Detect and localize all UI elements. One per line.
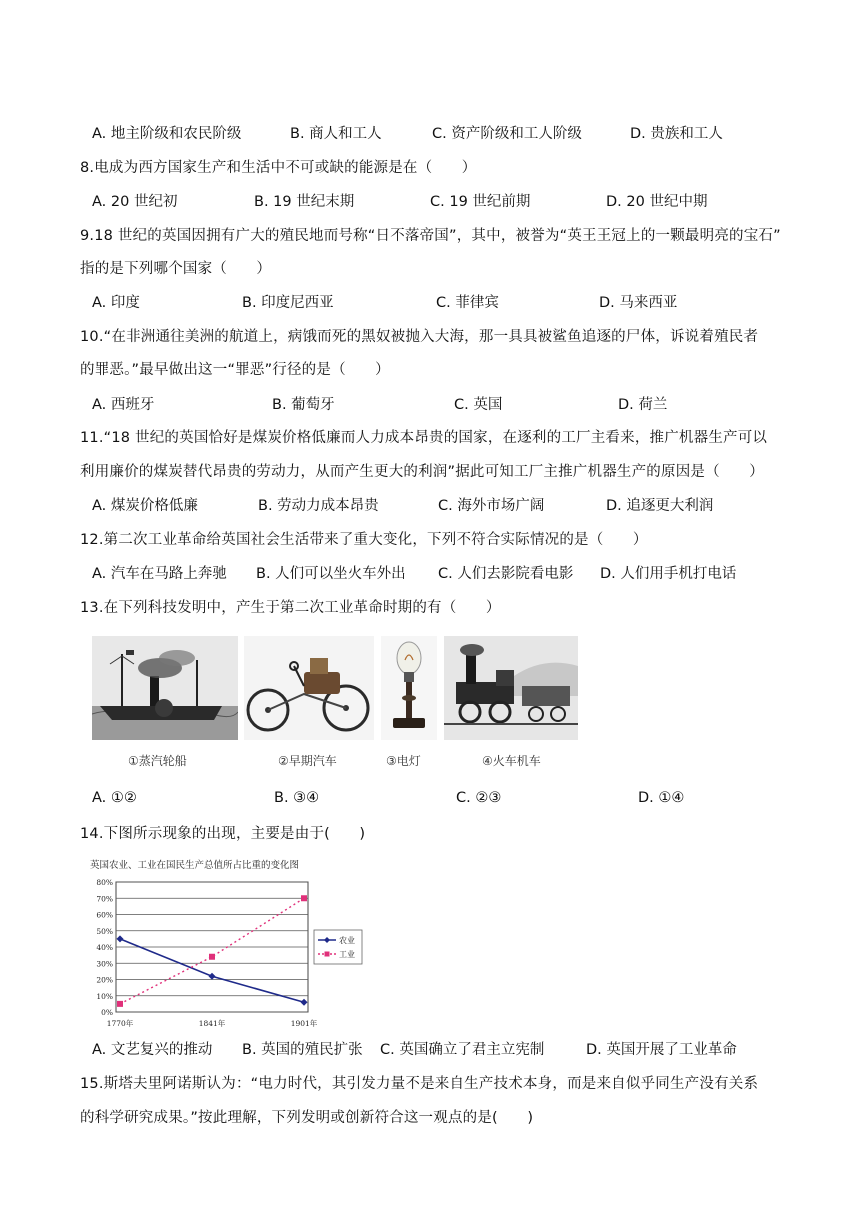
q10-option-d[interactable]: D. 荷兰 — [618, 397, 668, 413]
q15-stem-line1: 15.斯塔夫里阿诺斯认为：“电力时代，其引发力量不是来自生产技术本身，而是来自似乎同生产没有关系 — [80, 1076, 759, 1092]
q14-option-c[interactable]: C. 英国确立了君主立宪制 — [380, 1042, 545, 1058]
q7-option-c[interactable]: C. 资产阶级和工人阶级 — [432, 126, 582, 142]
data-point-industry — [301, 895, 307, 901]
q10-option-b[interactable]: B. 葡萄牙 — [272, 397, 335, 413]
x-tick-label: 1841年 — [198, 1019, 226, 1028]
q14-option-b[interactable]: B. 英国的殖民扩张 — [242, 1042, 363, 1058]
caption-lamp: ③电灯 — [386, 754, 421, 768]
q13-option-b[interactable]: B. ③④ — [274, 790, 320, 806]
q10-options — [92, 393, 782, 415]
caption-steamship: ①蒸汽轮船 — [128, 754, 187, 768]
q12-stem: 12.第二次工业革命给英国社会生活带来了重大变化，下列不符合实际情况的是（ ） — [80, 532, 648, 548]
q11-option-a[interactable]: A. 煤炭价格低廉 — [92, 498, 198, 514]
q11-option-d[interactable]: D. 追逐更大利润 — [606, 498, 714, 514]
q9-option-a[interactable]: A. 印度 — [92, 295, 140, 311]
y-tick-label: 20% — [96, 975, 113, 985]
q7-options — [92, 122, 782, 144]
q9-options — [92, 291, 782, 313]
y-tick-label: 0% — [101, 1008, 113, 1017]
q10-option-c[interactable]: C. 英国 — [454, 397, 503, 413]
q13-option-c[interactable]: C. ②③ — [456, 790, 502, 806]
y-tick-label: 60% — [96, 910, 113, 920]
q10-stem-line1: 10.“在非洲通往美洲的航道上，病饿而死的黑奴被抛入大海，那一具具被鲨鱼追逐的尸体，诉说着殖民者 — [80, 329, 759, 345]
y-tick-label: 30% — [96, 959, 113, 969]
q9-stem-line1: 9.18 世纪的英国因拥有广大的殖民地而号称“日不落帝国”，其中，被誉为“英王王冠上的一颗最明亮的宝石” — [80, 228, 781, 244]
q10-option-a[interactable]: A. 西班牙 — [92, 397, 155, 413]
q7-option-d[interactable]: D. 贵族和工人 — [630, 126, 723, 142]
q7-option-a[interactable]: A. 地主阶级和农民阶级 — [92, 126, 242, 142]
q7-option-b[interactable]: B. 商人和工人 — [290, 126, 382, 142]
caption-locomotive: ④火车机车 — [482, 754, 541, 768]
q8-option-d[interactable]: D. 20 世纪中期 — [606, 194, 708, 210]
q9-stem-line2: 指的是下列哪个国家（ ） — [80, 261, 272, 277]
q12-option-b[interactable]: B. 人们可以坐火车外出 — [256, 566, 406, 582]
legend-label: 工业 — [339, 950, 355, 959]
q13-option-d[interactable]: D. ①④ — [638, 790, 685, 806]
line-chart — [86, 856, 376, 1028]
q8-option-c[interactable]: C. 19 世纪前期 — [430, 194, 531, 210]
q8-option-a[interactable]: A. 20 世纪初 — [92, 194, 178, 210]
q11-stem-line1: 11.“18 世纪的英国恰好是煤炭价格低廉而人力成本昂贵的国家，在逐利的工厂主看来，推广机器生产可以 — [80, 430, 768, 446]
early-car-photo — [244, 636, 374, 740]
electric-lamp-photo — [381, 636, 437, 740]
q12-option-d[interactable]: D. 人们用手机打电话 — [600, 566, 737, 582]
q11-options — [92, 494, 782, 516]
y-tick-label: 40% — [96, 943, 113, 952]
q9-option-b[interactable]: B. 印度尼西亚 — [242, 295, 334, 311]
q11-option-c[interactable]: C. 海外市场广阔 — [438, 498, 545, 514]
y-tick-label: 50% — [96, 926, 113, 936]
locomotive-photo — [444, 636, 578, 740]
q13-stem: 13.在下列科技发明中，产生于第二次工业革命时期的有（ ） — [80, 600, 501, 616]
legend-label: 农业 — [339, 936, 355, 945]
q11-stem-line2: 利用廉价的煤炭替代昂贵的劳动力，从而产生更大的利润”据此可知工厂主推广机器生产的原因是（ ） — [80, 464, 764, 480]
y-tick-label: 10% — [96, 991, 113, 1001]
q12-option-c[interactable]: C. 人们去影院看电影 — [438, 566, 574, 582]
q11-option-b[interactable]: B. 劳动力成本昂贵 — [258, 498, 379, 514]
q14-option-a[interactable]: A. 文艺复兴的推动 — [92, 1042, 213, 1058]
q9-option-c[interactable]: C. 菲律宾 — [436, 295, 499, 311]
q14-option-d[interactable]: D. 英国开展了工业革命 — [586, 1042, 737, 1058]
x-tick-label: 1901年 — [290, 1019, 318, 1028]
data-point-industry — [209, 954, 215, 960]
q13-options — [92, 790, 782, 812]
q8-option-b[interactable]: B. 19 世纪末期 — [254, 194, 355, 210]
q15-stem-line2: 的科学研究成果。”按此理解，下列发明或创新符合这一观点的是( ) — [80, 1110, 534, 1126]
q12-option-a[interactable]: A. 汽车在马路上奔驰 — [92, 566, 227, 582]
steamship-photo — [92, 636, 238, 740]
q10-stem-line2: 的罪恶。”最早做出这一“罪恶”行径的是（ ） — [80, 362, 390, 378]
q8-options — [92, 190, 782, 212]
q9-option-d[interactable]: D. 马来西亚 — [599, 295, 678, 311]
data-point-industry — [117, 1001, 123, 1007]
y-tick-label: 80% — [96, 878, 113, 887]
y-tick-label: 70% — [96, 894, 113, 904]
q13-option-a[interactable]: A. ①② — [92, 790, 137, 806]
q14-stem: 14.下图所示现象的出现，主要是由于( ) — [80, 826, 366, 842]
q12-options — [92, 562, 782, 584]
x-tick-label: 1770年 — [106, 1019, 134, 1028]
q14-options — [92, 1038, 782, 1060]
chart-title: 英国农业、工业在国民生产总值所占比重的变化图 — [90, 860, 300, 871]
caption-early-car: ②早期汽车 — [278, 754, 337, 768]
q8-stem: 8.电成为西方国家生产和生活中不可或缺的能源是在（ ） — [80, 160, 477, 176]
legend-marker — [325, 952, 330, 957]
